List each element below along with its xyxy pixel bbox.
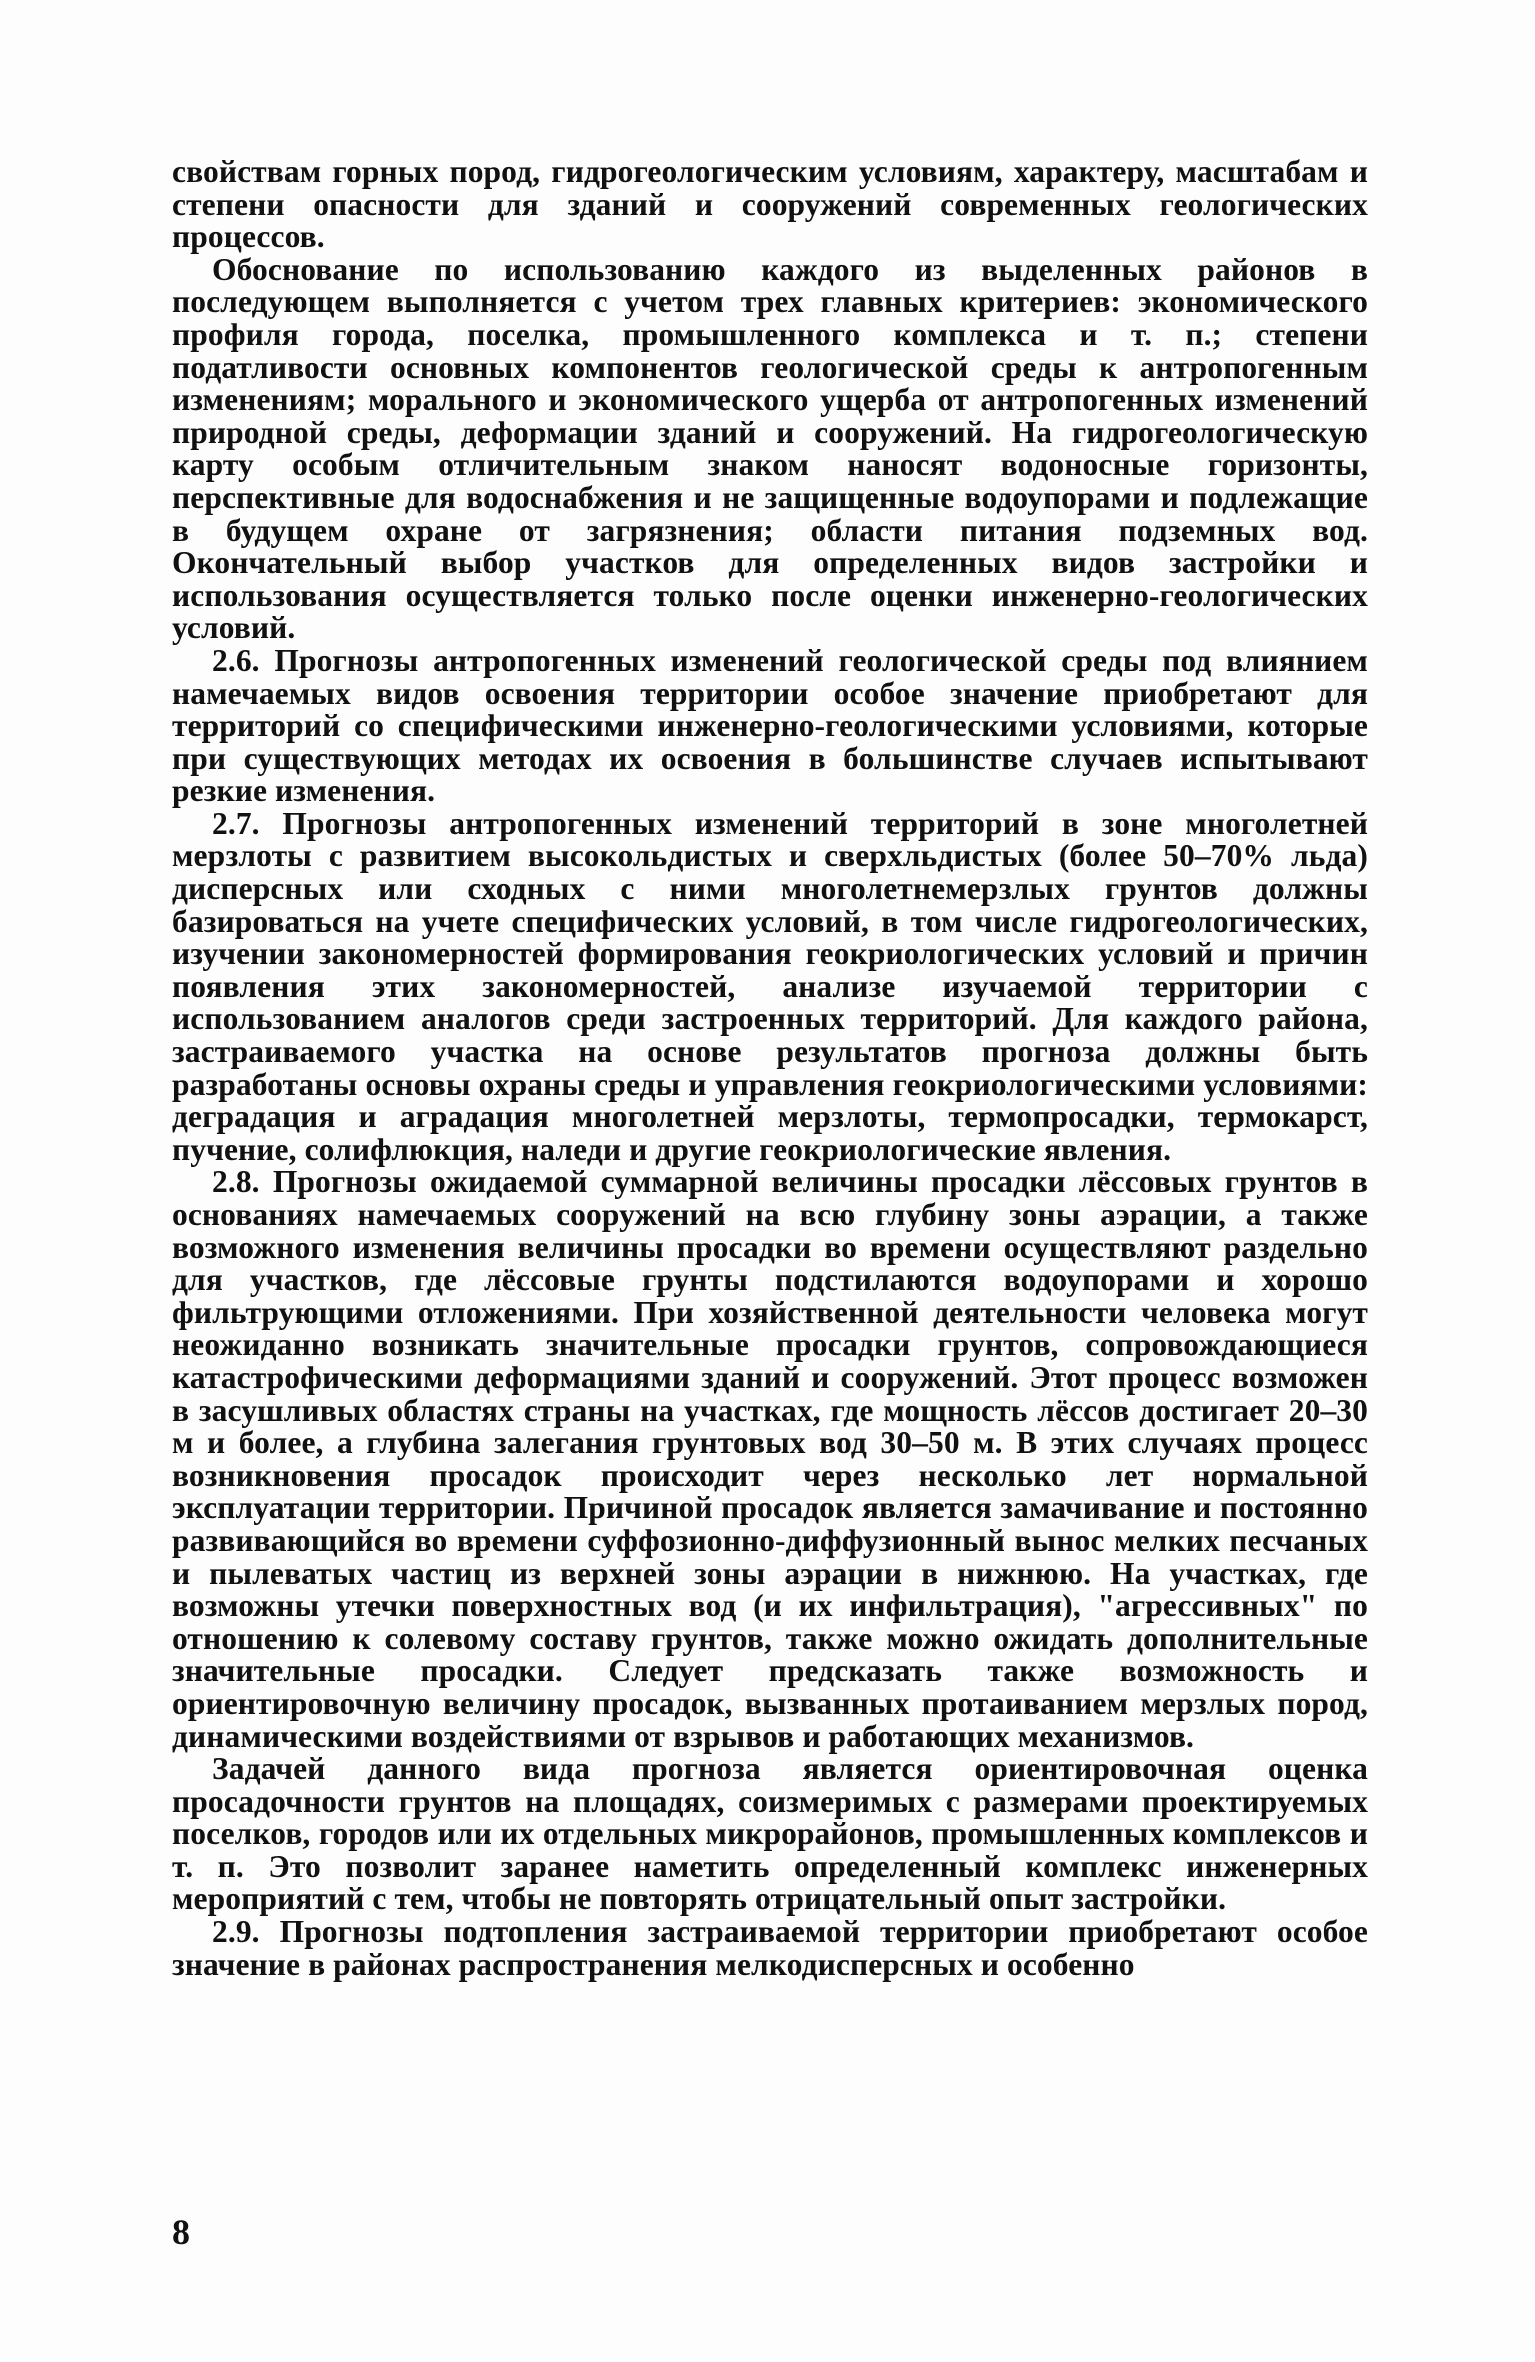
paragraph-2-8: 2.8. Прогнозы ожидаемой суммарной величины просадки лёссовых грунтов в основаниях намечаемых сооружений на всю глубину зоны аэрации, а также возможного изменения величины просадки во времени осуществляют раздельно для участков, где лёссовые грунты подстилаются водоупорами и хорошо фильтрующими отложениями. При хозяйственной деятельности человека могут неожиданно возникать значительные просадки грунтов, сопровождающиеся катастрофическими деформациями зданий и сооружений. Этот процесс возможен в засушливых областях страны на участках, где мощность лёссов достигает 20–30 м и более, а глубина залегания грунтовых вод 30–50 м. В этих случаях процесс возникновения просадок происходит через несколько лет нормальной эксплуатации территории. Причиной просадок является замачивание и постоянно развивающийся во времени суффозионно-диффузионный вынос мелких песчаных и пылеватых частиц из верхней зоны аэрации в нижнюю. На участках, где возможны утечки поверхностных вод (и их инфильтрация), "агрессивных" по отношению к солевому составу грунтов, также можно ожидать дополнительные значительные просадки. Следует предсказать также возможность и ориентировочную величину просадок, вызванных протаиванием мерзлых пород, динамическими воздействиями от взрывов и работающих механизмов.: [172, 1164, 1368, 1754]
paragraph-continuation: свойствам горных пород, гидрогеологическим условиям, характеру, масштабам и степени опасности для зданий и сооружений современных геологических процессов.: [172, 154, 1368, 255]
paragraph-2-9: 2.9. Прогнозы подтопления застраиваемой территории приобретают особое значение в районах распространения мелкодисперсных и особенно: [172, 1914, 1368, 1982]
page-number: 8: [172, 2212, 190, 2252]
paragraph-2-6: 2.6. Прогнозы антропогенных изменений геологической среды под влиянием намечаемых видов освоения территории особое значение приобретают для территорий со специфическими инженерно-геологическими условиями, которые при существующих методах их освоения в большинстве случаев испытывают резкие изменения.: [172, 642, 1368, 809]
paragraph-forecast-task: Задачей данного вида прогноза является ориентировочная оценка просадочности грунтов на площадях, соизмеримых с размерами проектируемых поселков, городов или их отдельных микрорайонов, промышленных комплексов и т. п. Это позволит заранее наметить определенный комплекс инженерных мероприятий с тем, чтобы не повторять отрицательный опыт застройки.: [172, 1751, 1368, 1917]
paragraph-2-7: 2.7. Прогнозы антропогенных изменений территорий в зоне многолетней мерзлоты с развитием высокольдистых и сверхльдистых (более 50–70% льда) дисперсных или сходных с ними многолетнемерзлых грунтов должны базироваться на учете специфических условий, в том числе гидрогеологических, изучении закономерностей формирования геокриологических условий и причин появления этих закономерностей, анализе изучаемой территории с использованием аналогов среди застроенных территорий. Для каждого района, застраиваемого участка на основе результатов прогноза должны быть разработаны основы охраны среды и управления геокриологическими условиями: деградация и аградация многолетней мерзлоты, термопросадки, термокарст, пучение, солифлюкция, наледи и другие геокриологические явления.: [172, 805, 1368, 1167]
body-text: [172, 156, 1368, 1981]
paragraph-district-justification: Обоснование по использованию каждого из выделенных районов в последующем выполняется с учетом трех главных критериев: экономического профиля города, поселка, промышленного комплекса и т. п.; степени податливости основных компонентов геологической среды к антропогенным изменениям; морального и экономического ущерба от антропогенных изменений природной среды, деформации зданий и сооружений. На гидрогеологическую карту особым отличительным знаком наносят водоносные горизонты, перспективные для водоснабжения и не защищенные водоупорами и подлежащие в будущем охране от загрязнения; области питания подземных вод. Окончательный выбор участков для определенных видов застройки и использования осуществляется только после оценки инженерно-геологических условий.: [172, 251, 1368, 646]
